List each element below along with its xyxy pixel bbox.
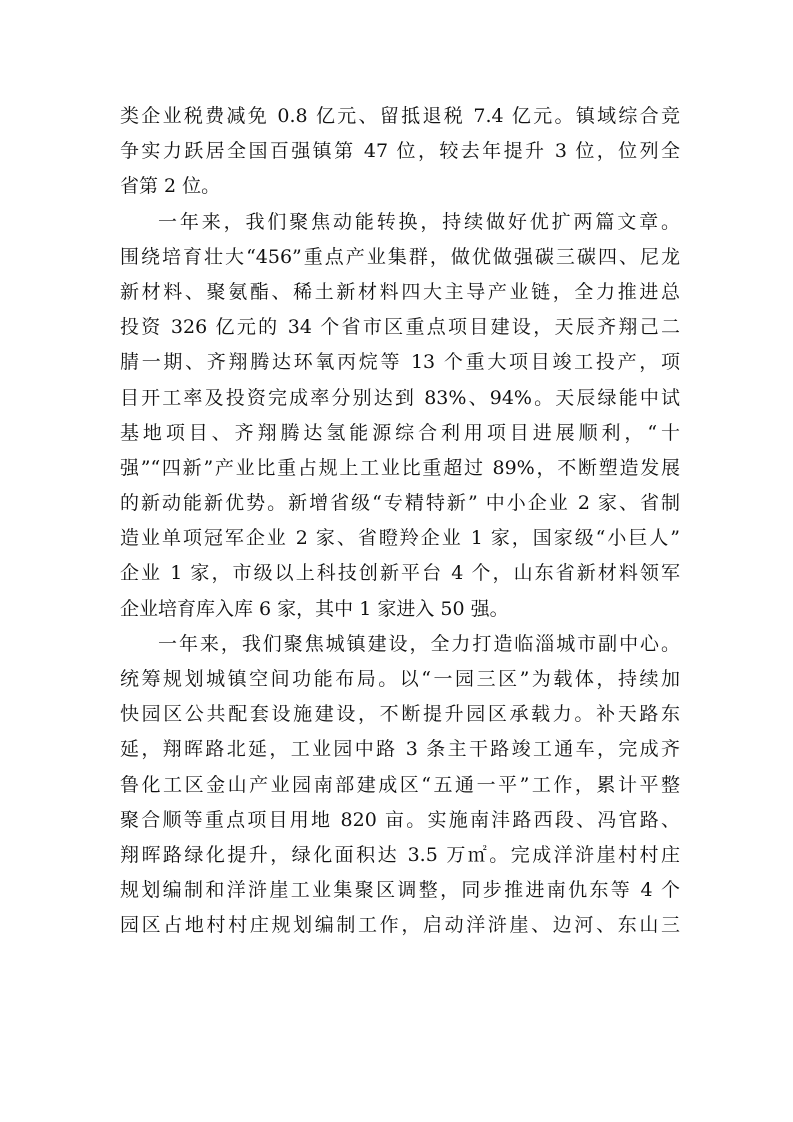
paragraph-2-line-9: 的新动能新优势。新增省级“专精特新” 中小企业 2 家、省制: [120, 492, 680, 515]
paragraph-3-line-5: 鲁化工区金山产业园南部建成区“五通一平”工作，累计平整: [120, 773, 680, 796]
paragraph-2-line-11: 企业 1 家，市级以上科技创新平台 4 个，山东省新材料领军: [120, 562, 680, 585]
paragraph-2-line-12: 企业培育库入库 6 家，其中 1 家进入 50 强。: [120, 597, 509, 620]
paragraph-1-line-3: 省第 2 位。: [120, 175, 221, 198]
paragraph-3-line-9: 园区占地村村庄规划编制工作，启动洋浒崖、边河、东山三: [120, 914, 680, 937]
paragraph-2-line-1: 一年来，我们聚焦动能转换，持续做好优扩两篇文章。: [158, 210, 680, 233]
paragraph-2-line-8: 强”“四新”产业比重占规上工业比重超过 89%，不断塑造发展: [120, 456, 680, 479]
paragraph-2-line-3: 新材料、聚氨酯、稀土新材料四大主导产业链，全力推进总: [120, 280, 680, 303]
paragraph-2-line-4: 投资 326 亿元的 34 个省市区重点项目建设，天辰齐翔己二: [120, 316, 680, 339]
document-body: [120, 99, 680, 944]
paragraph-3-line-6: 聚合顺等重点项目用地 820 亩。实施南沣路西段、冯官路、: [120, 808, 680, 831]
paragraph-3-line-7: 翔晖路绿化提升，绿化面积达 3.5 万㎡。完成洋浒崖村村庄: [120, 843, 680, 866]
paragraph-1-line-1: 类企业税费减免 0.8 亿元、留抵退税 7.4 亿元。镇域综合竞: [120, 105, 680, 127]
paragraph-2-line-7: 基地项目、齐翔腾达氢能源综合利用项目进展顺利，“十: [120, 421, 680, 444]
paragraph-3-line-8: 规划编制和洋浒崖工业集聚区调整，同步推进南仇东等 4 个: [120, 879, 680, 902]
paragraph-3-line-3: 快园区公共配套设施建设，不断提升园区承载力。补天路东: [120, 703, 680, 726]
paragraph-3-line-1: 一年来，我们聚焦城镇建设，全力打造临淄城市副中心。: [158, 632, 680, 655]
paragraph-3-line-2: 统筹规划城镇空间功能布局。以“一园三区”为载体，持续加: [120, 668, 680, 690]
paragraph-1-line-2: 争实力跃居全国百强镇第 47 位，较去年提升 3 位，位列全: [120, 140, 680, 163]
paragraph-2-line-10: 造业单项冠军企业 2 家、省瞪羚企业 1 家，国家级“小巨人”: [120, 527, 680, 550]
paragraph-2-line-6: 目开工率及投资完成率分别达到 83%、94%。天辰绿能中试: [120, 386, 680, 409]
paragraph-3-line-4: 延，翔晖路北延，工业园中路 3 条主干路竣工通车，完成齐: [120, 738, 680, 761]
paragraph-2-line-5: 腈一期、齐翔腾达环氧丙烷等 13 个重大项目竣工投产，项: [120, 351, 680, 374]
paragraph-2-line-2: 围绕培育壮大“456”重点产业集群，做优做强碳三碳四、尼龙: [120, 245, 680, 268]
